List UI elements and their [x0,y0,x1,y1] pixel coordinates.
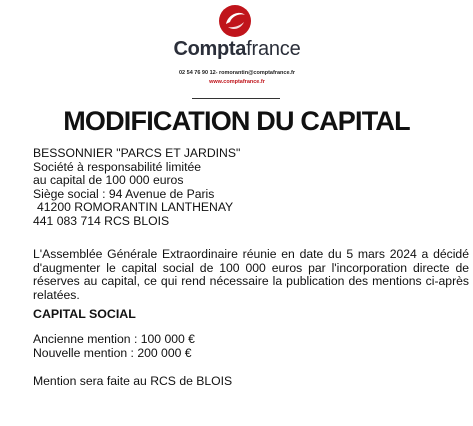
company-address: Siège social : 94 Avenue de Paris [33,186,215,201]
header-logo-block [160,4,314,100]
section-heading: CAPITAL SOCIAL [33,307,136,321]
company-legal-form: Société à responsabilité limitée [33,159,202,174]
company-capital: au capital de 100 000 euros [33,173,184,188]
brand-name-regular: france [246,38,301,60]
decision-paragraph [3,248,469,302]
old-mention: Ancienne mention : 100 000 € [33,332,195,346]
brand-name [160,38,314,60]
decision-paragraph-text: L'Assemblée Générale Extraordinaire réunie en date du 5 mars 2024 a décidé d'augmenter le capital social de 100 000 euros par l'incorporation directe de réserves au capital, ce qui rend nécessaire la publication des mentions ci-après relatées. [33,247,469,302]
company-details [33,147,453,229]
contact-line: 02 54 76 90 12- romorantin@comptafrance.fr [178,70,296,76]
new-mention: Nouvelle mention : 200 000 € [33,346,192,360]
company-city: 41200 ROMORANTIN LANTHENAY [37,200,234,215]
website-link[interactable]: www.comptafrance.fr [209,79,265,85]
notice-title: MODIFICATION DU CAPITAL [63,106,410,136]
header-divider [192,98,280,99]
brand-name-bold: Compta [173,38,247,60]
closing-mention: Mention sera faite au RCS de BLOIS [33,374,233,388]
comptafrance-logo-icon [218,4,252,38]
company-registration: 441 083 714 RCS BLOIS [33,213,170,228]
company-name: BESSONNIER "PARCS ET JARDINS" [33,146,241,160]
